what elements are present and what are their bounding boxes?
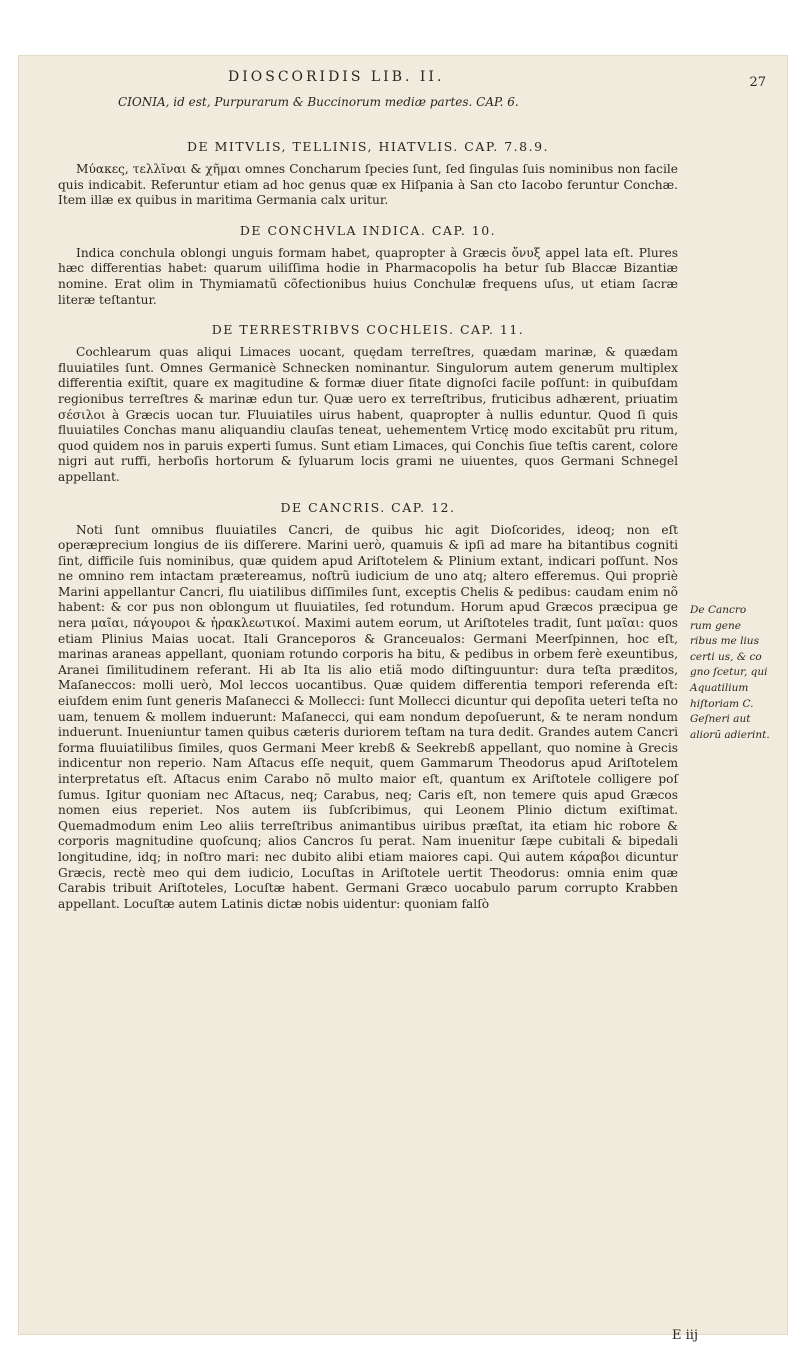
signature-mark: E iij xyxy=(672,1328,698,1343)
book-page xyxy=(18,55,788,1343)
section-cochleis xyxy=(58,322,678,485)
running-head: DIOSCORIDIS LIB. II. xyxy=(228,69,445,85)
section-conchula-indica xyxy=(58,223,678,308)
section-paragraph: Indica conchula oblongi unguis formam habet, quapropter à Græcis ὄνυξ appel lata eſt. Plures hæc differentias habet: quarum uiliſſima hodie in Pharmacopolis ha betur ſub Blaccæ Bizantiæ nomine. Erat olim in Thymiamatũ cõfectionibus huius Conchulæ frequens uſus, ut etiam ſacræ literæ teſtantur. xyxy=(58,245,678,307)
section-heading: DE CONCHVLA INDICA. CAP. 10. xyxy=(239,222,497,238)
section-cancris xyxy=(58,500,678,913)
section-heading: DE MITVLIS, TELLINIS, HIATVLIS. CAP. 7.8.9. xyxy=(186,139,549,154)
page-header xyxy=(18,67,788,107)
section-paragraph: Noti ſunt omnibus fluuiatiles Cancri, de quibus hic agit Dioſcorides, ideoq; non eſt operæprecium longius de iis diſſerere. Marini uerò, quamuis & ipſi ad mare ha bitantibus cogniti ſint, difficile ſuis nominibus, quæ quidem apud Ariſtotelem & Plinium extant, indicari poſſunt. Nos ne omnino rem intactam prætereamus, noſtrũ iudicium de uno atq; altero efferemus. Qui propriè Marini appellantur Cancri, flu uiatilibus diſſimiles ſunt, exceptis Chelis & pedibus: caudam enim nõ habent: & cor pus non oblongum ut fluuiatiles, ſed rotundum. Horum apud Græcos præcipua ge nera μαῖαι, πάγουροι & ἡρακλεωτικοί. Maximi autem eorum, ut Ariſtoteles tradit, ſunt μαῖαι: quos etiam Plinius Maias uocat. Itali Granceporos & Granceualos: Germani Meerſpinnen, hoc eſt, marinas araneas appellant, quoniam rotundo corporis ha bitu, & pedibus in orbem ferè exeuntibus, Aranei ſimilitudinem referant. Hi ab Ita lis alio etiã modo diſtinguuntur: dura teſta præditos, Maſaneccos: molli uerò, Mol leccos uocantibus. Quæ quidem differentia tempori referenda eſt: eiuſdem enim ſunt generis Maſanecci & Mollecci: ſunt Mollecci dicuntur qui depoſita ueteri teſta no uam, tenuem & mollem induerunt: Maſanecci, qui eam nondum depoſuerunt, & te neram nondum induerunt. Inueniuntur tamen quibus cæteris duriorem teſtam na tura dedit. Grandes autem Cancri forma fluuiatilibus ſimiles, quos Germani Meer krebß & Seekrebß appellant, quo nomine à Grecis indicentur non reperio. Nam Aſtacus eſſe nequit, quem Gammarum Theodorus apud Ariſtotelem interpretatus eſt. Aſtacus enim Carabo nõ multo maior eſt, quantum ex Ariſtotele colligere poſ ſumus. Igitur quoniam nec Aſtacus, neq; Carabus, neq; Caris eſt, non temere quis apud Græcos nomen eius reperiet. Nos autem iis ſubſcribimus, qui Leonem Plinio dictum exiſtimat. Quemadmodum enim Leo aliis terreſtribus animantibus uiribus præſtat, ita etiam hic robore & corporis magnitudine quoſcunq; alios Cancros ſu perat. Nam inuenitur ſæpe cubitali & bipedali longitudine, idq; in noſtro mari: nec dubito alibi etiam maiores capi. Qui autem κάραβοι dicuntur Græcis, rectè meo qui dem iudicio, Locuſtas in Ariſtotele uertit Theodorus: omnia enim quæ Carabis tribuit Ariſtoteles, Locuſtæ habent. Germani Græco uocabulo parum corrupto Krabben appellant. Locuſtæ autem Latinis dictæ nobis uidentur: quoniam falſò xyxy=(58,522,678,911)
section-mitulis xyxy=(58,139,678,209)
section-heading: DE TERRESTRIBVS COCHLEIS. CAP. 11. xyxy=(211,322,525,338)
page-number: 27 xyxy=(749,75,766,90)
margin-note: De Cancro rum gene ribus me lius certi us, & co gno ſcetur, qui Aquatilium hiſtoriam C. Geſneri aut aliorũ adierint. xyxy=(690,604,770,741)
section-paragraph: Cochlearum quas aliqui Limaces uocant, quędam terreſtres, quædam marinæ, & quædam fluuiatiles ſunt. Omnes Germanicè Schnecken nominantur. Singulorum autem generum multiplex differentia exiſtit, quare ex magitudine & formæ diuer ſitate dignoſci facile poſſunt: in quibuſdam regionibus terreſtres & marinæ edun tur. Quæ uero ex terreſtribus, fruticibus adhærent, priuatim σέσιλοι à Græcis uocan tur. Fluuiatiles uirus habent, quapropter à nullis eduntur. Quod ſi quis fluuiatiles Conchas manu aliquandiu clauſas teneat, uehementem Vrticę modo excitabũt pru ritum, quod quidem nos in paruis experti ſumus. Sunt etiam Limaces, qui Conchis ſiue teſtis carent, colore nigri aut ruffi, herboſis hortorum & ſyluarum locis grami ne uiuentes, quos Germani Schnegel appellant. xyxy=(58,345,678,484)
section-paragraph: Μύακες, τελλῖναι & χῆμαι omnes Concharum ſpecies ſunt, ſed ſingulas ſuis nominibus non facile quis indicabit. Referuntur etiam ad hoc genus quæ ex Hiſpania à San cto Iacobo feruntur Conchæ. Item illæ ex quibus in maritima Germania calx uritur. xyxy=(58,162,678,208)
chapter-reference: CIONIA, id est, Purpurarum & Buccinorum mediæ partes. CAP. 6. xyxy=(118,95,519,109)
section-heading: DE CANCRIS. CAP. 12. xyxy=(280,499,456,515)
text-body xyxy=(58,125,678,912)
